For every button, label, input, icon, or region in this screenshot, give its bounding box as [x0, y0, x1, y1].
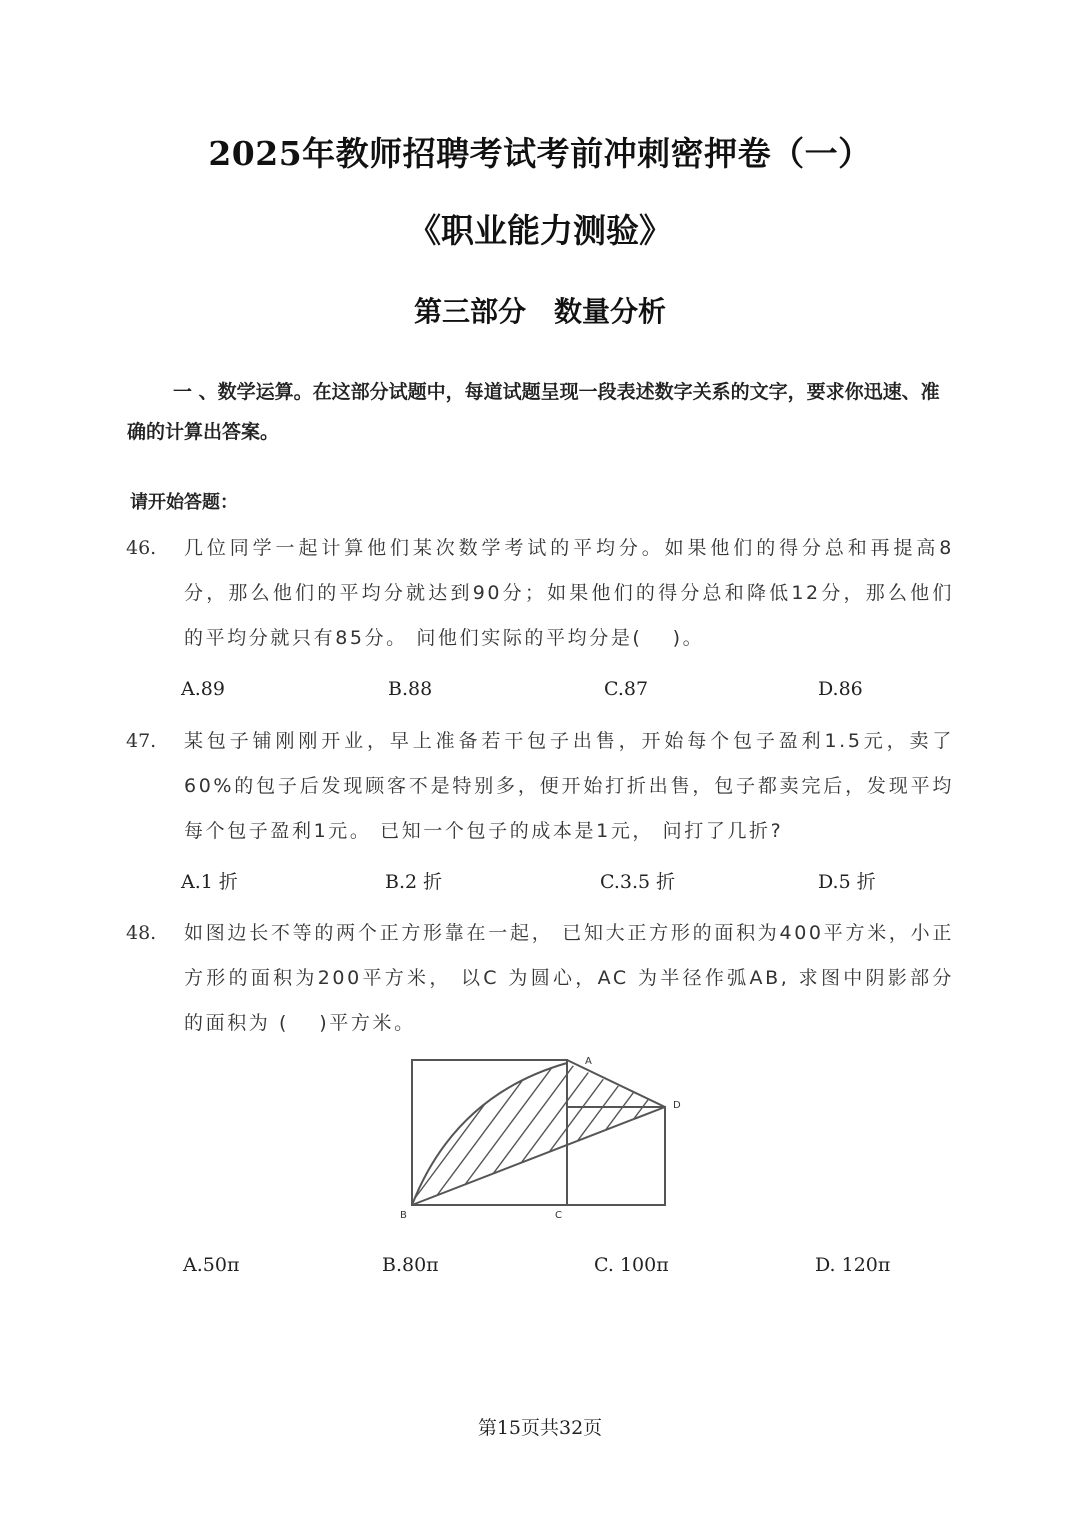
- question-number: 47.: [126, 730, 157, 752]
- option-d: D. 120π: [815, 1254, 891, 1276]
- arc-ab: [412, 1063, 567, 1205]
- option-c: C.3.5 折: [600, 871, 676, 893]
- question-number: 48.: [126, 922, 157, 944]
- option-a: A.89: [181, 678, 225, 700]
- label-c: C: [555, 1210, 562, 1221]
- option-c: C. 100π: [594, 1254, 669, 1276]
- option-b: B.80π: [382, 1254, 439, 1276]
- section-title: 第三部分 数量分析: [413, 295, 666, 328]
- label-a: A: [585, 1056, 592, 1067]
- option-d: D.5 折: [818, 871, 876, 893]
- page-number: 第15页共32页: [477, 1417, 603, 1439]
- question-text: 如图边长不等的两个正方形靠在一起， 已知大正方形的面积为400平方米，小正方形的面积为200平方米， 以C 为圆心，AC 为半径作弧AB, 求图中阴影部分的面积为 ( )平方米。: [184, 922, 954, 1034]
- label-d: D: [673, 1100, 681, 1111]
- question-text: 某包子铺刚刚开业，早上准备若干包子出售，开始每个包子盈利1.5元，卖了60%的包子后发现顾客不是特别多，便开始打折出售，包子都卖完后，发现平均每个包子盈利1元。 已知一个包子的成本是1元， 问打了几折?: [184, 730, 954, 842]
- option-d: D.86: [818, 678, 863, 700]
- exam-title: 2025年教师招聘考试考前冲刺密押卷（一）: [208, 134, 872, 173]
- shaded-region: [395, 1050, 695, 1225]
- line-ad: [567, 1060, 665, 1107]
- label-b: B: [400, 1210, 407, 1221]
- option-b: B.88: [388, 678, 433, 700]
- start-prompt: 请开始答题：: [130, 492, 238, 513]
- instructions-text: 一 、数学运算。在这部分试题中，每道试题呈现一段表述数字关系的文字，要求你迅速、准确的计算出答案。: [127, 381, 940, 443]
- section-instructions: [127, 372, 952, 452]
- option-c: C.87: [604, 678, 649, 700]
- option-a: A.1 折: [181, 871, 238, 893]
- geometry-figure: [395, 1050, 695, 1225]
- question-number: 46.: [126, 537, 157, 559]
- question-text: 几位同学一起计算他们某次数学考试的平均分。如果他们的得分总和再提高8分，那么他们的平均分就达到90分；如果他们的得分总和降低12分，那么他们的平均分就只有85分。 问他们实际的平均分是( )。: [184, 537, 954, 649]
- option-a: A.50π: [183, 1254, 240, 1276]
- small-square: [567, 1107, 665, 1205]
- exam-subtitle: 《职业能力测验》: [408, 211, 672, 250]
- line-bd: [412, 1107, 665, 1205]
- option-b: B.2 折: [385, 871, 443, 893]
